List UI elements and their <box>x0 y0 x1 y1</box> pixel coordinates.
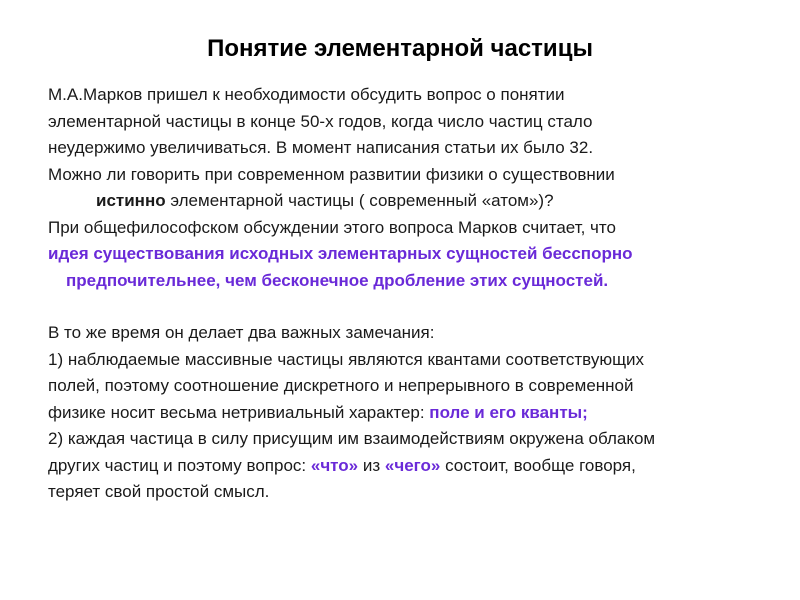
p3-line-4-plain: физике носит весьма нетривиальный характер: <box>48 402 430 422</box>
slide-body <box>48 82 778 506</box>
what-highlight: «что» <box>310 455 359 475</box>
p3-line-6-mid: из <box>358 455 385 475</box>
p2-line-1: При общефилософском обсуждении этого вопроса Марков считает, что <box>48 217 616 237</box>
p1-line-5 <box>48 188 778 215</box>
p1-line-3: неудержимо увеличиваться. В момент написания статьи их было 32. <box>48 138 594 157</box>
paragraph-spacer <box>48 294 778 320</box>
p3-line-7: теряет свой простой смысл. <box>48 482 270 501</box>
field-quanta-highlight: поле и его кванты; <box>429 402 588 422</box>
p1-line-1: М.А.Марков пришел к необходимости обсудить вопрос о понятии <box>48 85 565 104</box>
p3-line-4 <box>48 400 778 427</box>
p3-line-2: 1) наблюдаемые массивные частицы являются квантами соответствующих <box>48 349 645 369</box>
p3-line-5: 2) каждая частица в силу присущим им взаимодействиям окружена облаком <box>48 429 656 448</box>
p3-line-6 <box>48 453 778 480</box>
p3-line-6-plain: других частиц и поэтому вопрос: <box>48 455 311 475</box>
p2-line-3-highlight: предпочительнее, чем бесконечное дробление этих сущностей. <box>66 270 609 290</box>
slide-title: Понятие элементарной частицы <box>207 35 593 62</box>
p1-line-2: элементарной частицы в конце 50-х годов, когда число частиц стало <box>48 111 593 131</box>
of-what-highlight: «чего» <box>384 455 441 475</box>
p1-line-4: Можно ли говорить при современном развитии физики о существовнии <box>48 164 615 184</box>
p1-line-5-rest: элементарной частицы ( современный «атом»)? <box>165 191 554 210</box>
p2-line-2-highlight: идея существования исходных элементарных сущностей бесспорно <box>48 244 633 263</box>
p3-line-1: В то же время он делает два важных замечания: <box>48 323 435 342</box>
emphasis-istinno: истинно <box>96 191 166 210</box>
p3-line-6-rest: состоит, вообще говоря, <box>440 455 636 475</box>
p3-line-3: полей, поэтому соотношение дискретного и непрерывного в современной <box>48 376 634 395</box>
